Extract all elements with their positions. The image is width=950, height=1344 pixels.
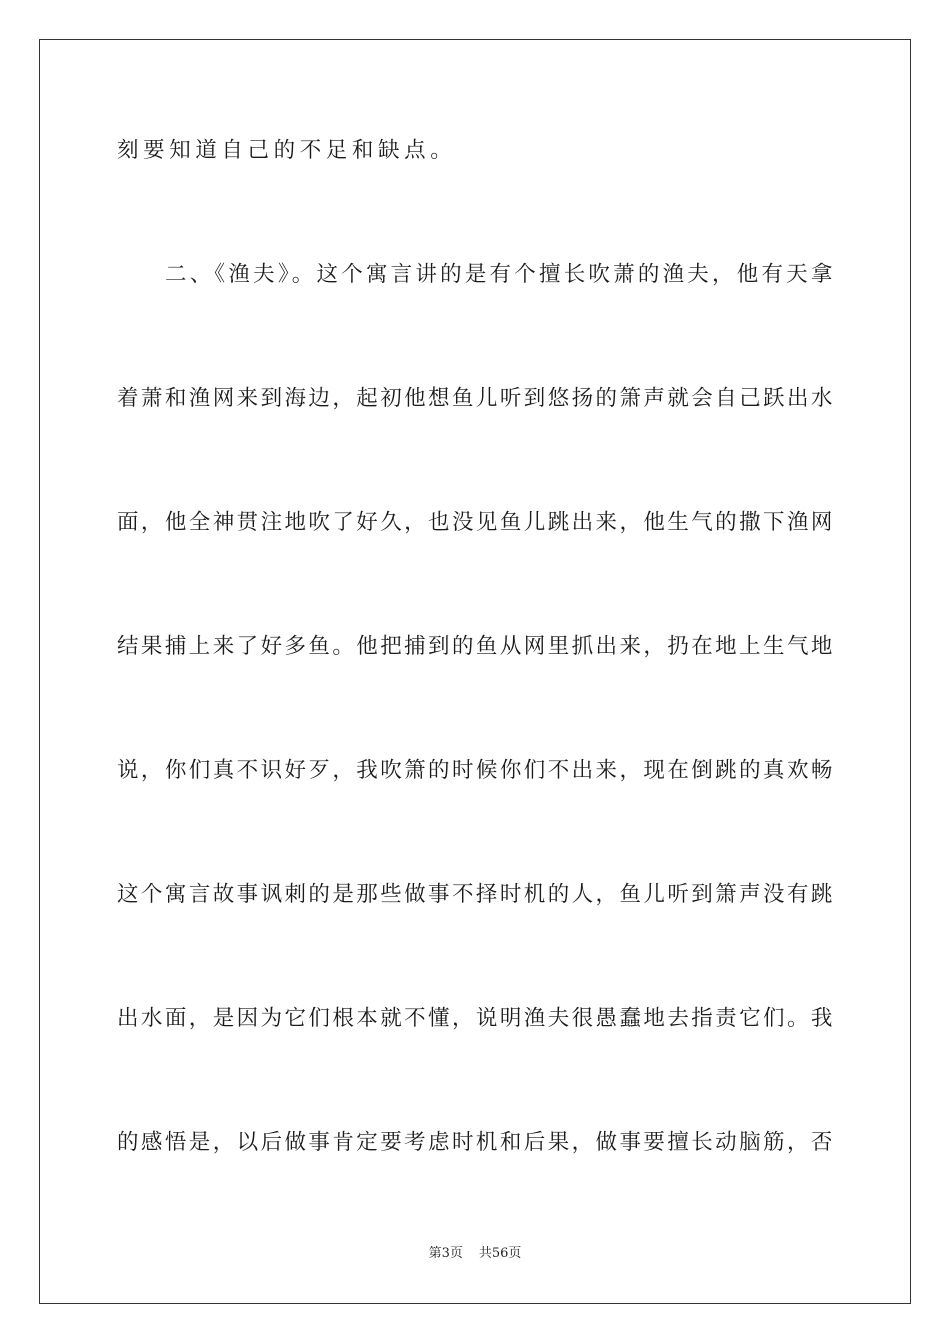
paragraph-line: 刻要知道自己的不足和缺点。	[117, 138, 457, 163]
page-border	[39, 39, 911, 1304]
paragraph-line: 这个寓言故事讽刺的是那些做事不择时机的人，鱼儿听到箫声没有跳	[117, 882, 833, 907]
page-number: 第3页	[428, 1246, 463, 1261]
paragraph-line: 说，你们真不识好歹，我吹箫的时候你们不出来，现在倒跳的真欢畅	[117, 758, 833, 783]
paragraph-line: 出水面，是因为它们根本就不懂，说明渔夫很愚蠢地去指责它们。我	[117, 1006, 833, 1031]
paragraph-line: 结果捕上来了好多鱼。他把捕到的鱼从网里抓出来，扔在地上生气地	[117, 634, 833, 659]
page-total: 共56页	[478, 1246, 522, 1261]
page-footer	[0, 1245, 950, 1263]
paragraph-line: 的感悟是，以后做事肯定要考虑时机和后果，做事要擅长动脑筋，否	[117, 1130, 833, 1155]
paragraph-line: 二、《渔夫》。这个寓言讲的是有个擅长吹萧的渔夫，他有天拿	[165, 262, 833, 287]
paragraph-line: 着萧和渔网来到海边，起初他想鱼儿听到悠扬的箫声就会自己跃出水	[117, 386, 833, 411]
paragraph-line: 面，他全神贯注地吹了好久，也没见鱼儿跳出来，他生气的撒下渔网	[117, 510, 833, 535]
